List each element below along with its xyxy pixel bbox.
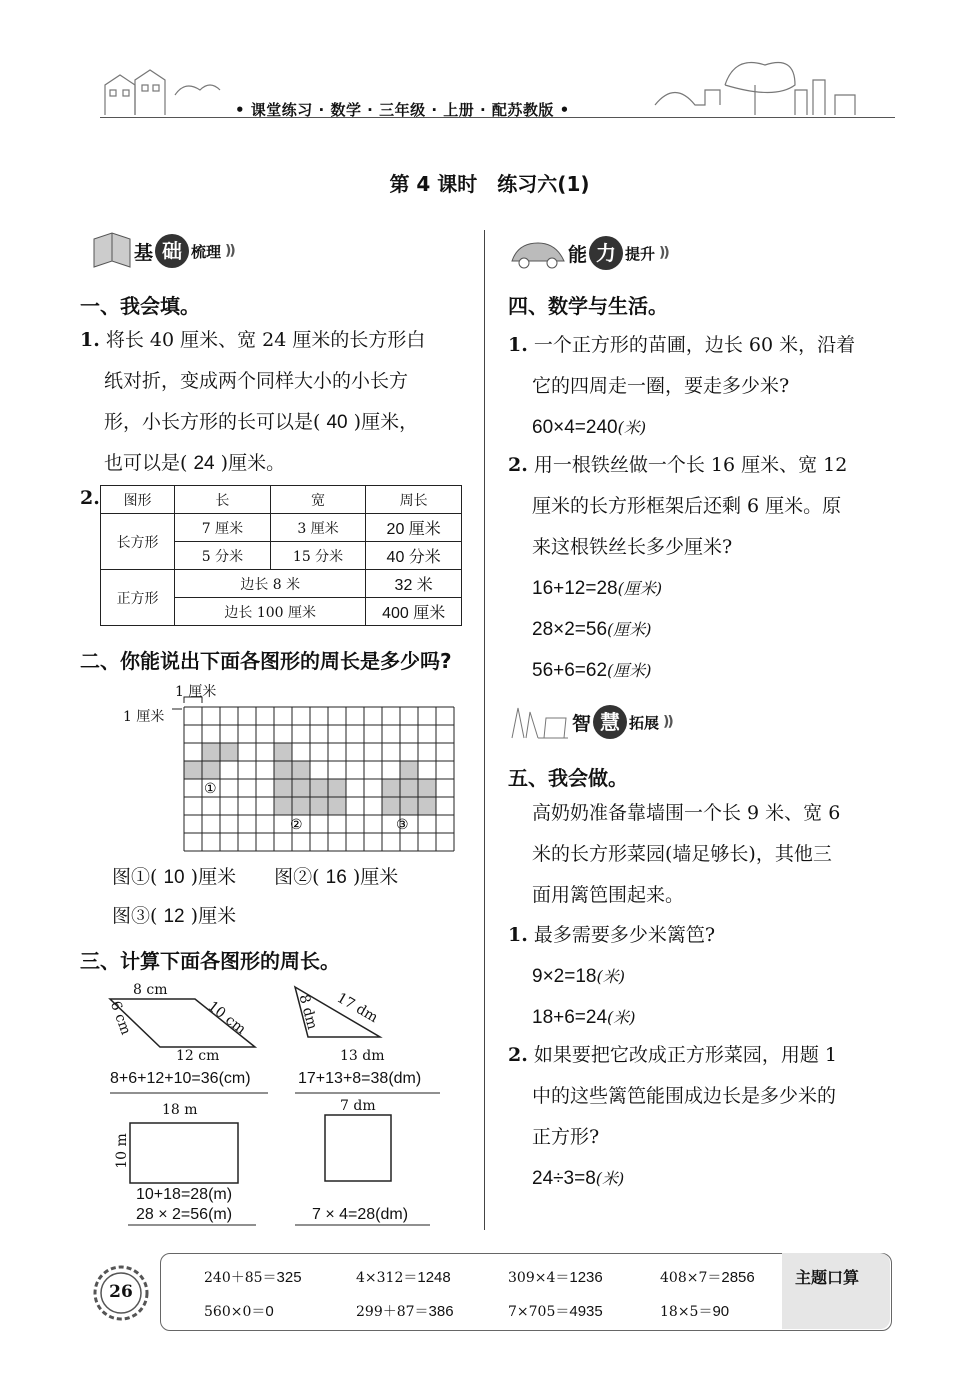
figure-3-marker: ③ (396, 817, 409, 833)
column-divider (484, 230, 485, 1230)
para-answer: 8+6+12+10=36(cm) (110, 1070, 251, 1087)
section-3-title: 三、计算下面各图形的周长。 (80, 949, 340, 973)
sq-answer: 7 × 4=28(dm) (312, 1206, 409, 1223)
tri-bottom-label: 13 dm (340, 1048, 385, 1064)
calc-6: 299＋87＝386 (356, 1303, 454, 1320)
square-grid (170, 695, 455, 855)
section-5-title: 五、我会做。 (508, 766, 628, 790)
figure-2-marker: ② (290, 817, 303, 833)
question-5-1: 1. 最多需要多少米篱笆? 9×2=18(米) 18+6=24(米) (508, 924, 716, 1028)
section-1-title: 一、我会填。 (80, 294, 200, 318)
section-2-title: 二、你能说出下面各图形的周长是多少吗? (80, 649, 452, 673)
calc-8: 18×5＝90 (660, 1303, 730, 1320)
problem-text: 高奶奶准备靠墙围一个长 9 米、宽 6 米的长方形菜园(墙足够长)，其他三 面用篱笆围起来。 (532, 802, 841, 906)
question-1-2-num: 2. (80, 487, 100, 509)
question-5-2: 2. 如果要把它改成正方形菜园，用题 1 中的这些篱笆能围成边长是多少米的 正方形? 24÷3=8(米) (508, 1044, 838, 1189)
car-icon (508, 235, 568, 271)
badge-wisdom: 智 慧 拓展 )) (508, 704, 672, 740)
question-4-1: 1. 一个正方形的苗圃，边长 60 米，沿着 它的四周走一圈，要走多少米? 60×4=240(米) (508, 334, 856, 438)
rings-icon: )) (663, 714, 672, 730)
para-left-label: 6 cm (106, 999, 134, 1037)
rect-left-label: 10 m (113, 1133, 130, 1169)
square-shape (325, 1115, 391, 1181)
rect-top-label: 18 m (162, 1102, 198, 1118)
rectangle-shape (130, 1123, 238, 1183)
tri-left-label: 8 dm (295, 992, 321, 1032)
rect-answer-1: 10+18=28(m) (136, 1186, 233, 1203)
calc-2: 4×312＝1248 (356, 1269, 451, 1286)
tri-answer: 17+13+8=38(dm) (298, 1070, 422, 1087)
grid-unit-top: 1 厘米 (175, 684, 217, 700)
page-number: 26 (109, 1282, 133, 1302)
calc-7: 7×705＝4935 (508, 1303, 603, 1320)
calc-1: 240＋85＝325 (204, 1269, 302, 1286)
badge-ability: 能 力 提升 )) (508, 235, 668, 271)
perimeter-table: 图形 长 宽 周长 长方形 7 厘米 3 厘米 20 厘米 5 分米 15 分米 40 分米 正方形 边长 8 米 32 米 边长 100 厘米 400 厘米 (100, 485, 462, 626)
section-4-title: 四、数学与生活。 (508, 294, 668, 318)
question-4-2: 2. 用一根铁丝做一个长 16 厘米、宽 12 厘米的长方形框架后还剩 6 厘米。原 来这根铁丝长多少厘米? 16+12=28(厘米) 28×2=56(厘米) 56+6=62(厘米) (508, 454, 848, 681)
question-1-1: 1. 将长 40 厘米、宽 24 厘米的长方形白 纸对折，变成两个同样大小的小长方 形，小长方形的长可以是( 40 )厘米， 也可以是( 24 )厘米。 (80, 329, 426, 474)
calc-4: 408×7＝2856 (660, 1269, 755, 1286)
rings-icon: )) (659, 245, 668, 261)
rings-icon: )) (225, 243, 234, 259)
figure-1-marker: ① (204, 781, 217, 797)
rect-answer-2: 28 × 2=56(m) (136, 1206, 233, 1223)
page-title: 第 4 课时 练习六(1) (389, 172, 590, 196)
para-bottom-label: 12 cm (176, 1048, 220, 1064)
tri-right-label: 17 dm (333, 989, 381, 1027)
calc-3: 309×4＝1236 (508, 1269, 603, 1286)
badge-basic: 基 础 梳理 )) (90, 233, 234, 269)
para-top-label: 8 cm (133, 982, 168, 998)
para-right-label: 10 cm (204, 998, 249, 1038)
calc-5: 560×0＝0 (204, 1303, 274, 1320)
grid-answers: 图①( 10 )厘米 图②( 16 )厘米 图③( 12 )厘米 (112, 866, 399, 927)
grid-unit-left: 1 厘米 (123, 709, 165, 725)
series-title: • 课堂练习 · 数学 · 三年级 · 上册 · 配苏教版 • (235, 101, 570, 119)
sq-top-label: 7 dm (340, 1098, 376, 1114)
book-icon (90, 231, 134, 271)
books-icon (508, 702, 572, 742)
mental-math-title: 主题口算 (795, 1268, 860, 1287)
